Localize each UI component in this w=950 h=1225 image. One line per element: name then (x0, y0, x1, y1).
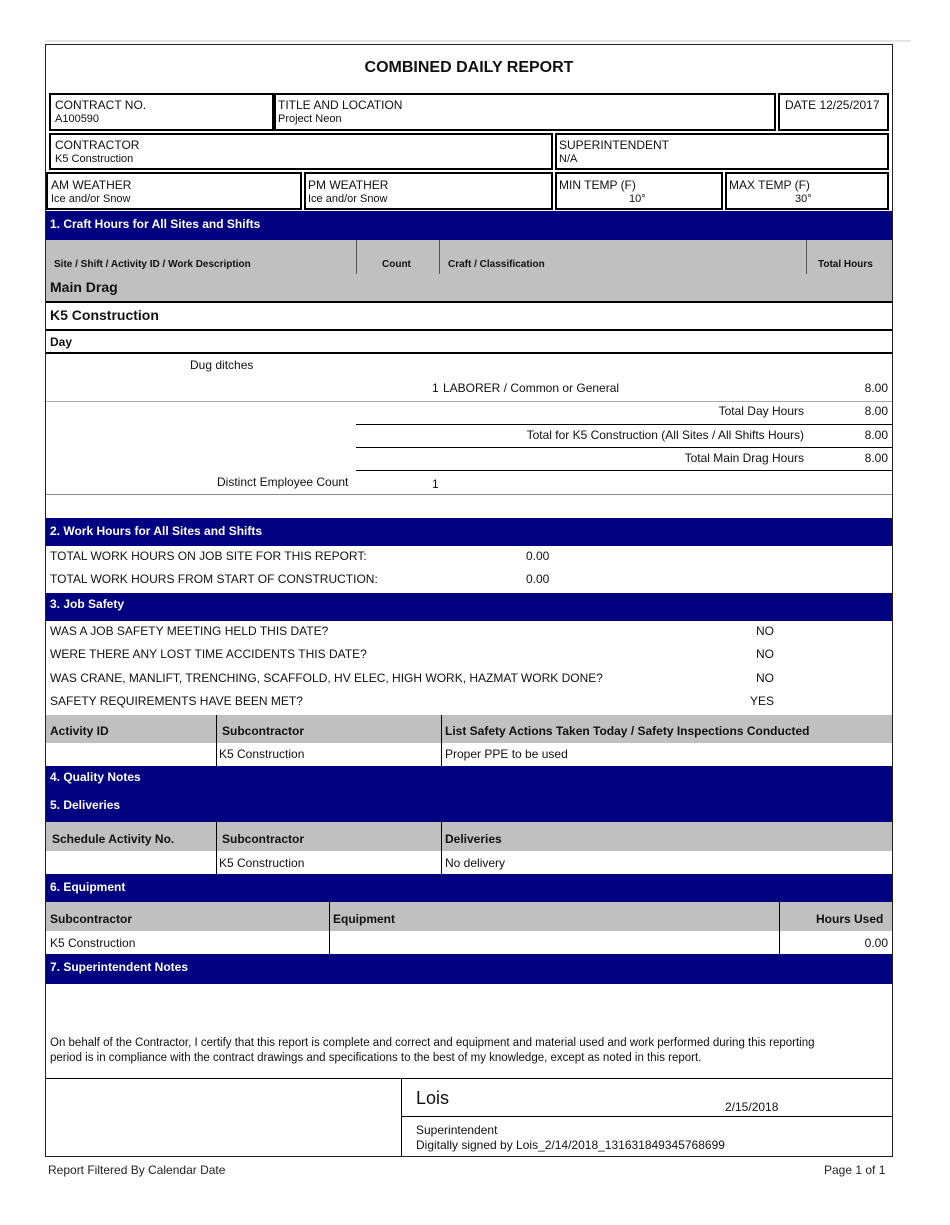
min-temp-value: 10° (629, 193, 646, 205)
min-temp-label: MIN TEMP (F) (559, 178, 636, 192)
section6-header: 6. Equipment (46, 874, 892, 902)
am-weather-label: AM WEATHER (51, 178, 132, 192)
max-temp-value: 30° (795, 193, 812, 205)
col-header-total-hours: Total Hours (818, 259, 873, 270)
row-rule (46, 352, 892, 354)
col-header-subcontractor: Subcontractor (222, 724, 305, 738)
site-row (46, 274, 892, 301)
total-site-value: 8.00 (864, 451, 888, 465)
row-rule (46, 301, 892, 303)
col-divider (439, 240, 440, 274)
col-header-site: Site / Shift / Activity ID / Work Description (54, 259, 251, 270)
pm-weather-value: Ice and/or Snow (308, 193, 388, 205)
col-divider (441, 715, 442, 766)
col-divider (779, 902, 780, 954)
col-header-count: Count (382, 259, 411, 270)
section7-header: 7. Superintendent Notes (46, 954, 892, 984)
equipment-table-header (46, 902, 892, 931)
certification-line-1: On behalf of the Contractor, I certify that this report is complete and correct and equipment and material used and work performed during this reporting (50, 1037, 815, 1049)
section5-header: 5. Deliveries (50, 798, 121, 812)
work-hours-total-label: TOTAL WORK HOURS FROM START OF CONSTRUCTION: (50, 572, 378, 586)
safety-answer-4: YES (750, 694, 775, 708)
col-divider (329, 902, 330, 954)
contract-value: A100590 (55, 113, 100, 125)
footer-filter-note: Report Filtered By Calendar Date (48, 1163, 226, 1177)
min-temp-box (555, 172, 723, 210)
superintendent-label: SUPERINTENDENT (559, 138, 670, 152)
site-name: Main Drag (50, 279, 118, 295)
work-description: Dug ditches (190, 358, 254, 372)
digital-signature: Digitally signed by Lois_2/14/2018_131631849345768699 (416, 1138, 725, 1152)
shift-name: Day (50, 335, 73, 349)
signature-role: Superintendent (416, 1123, 498, 1137)
title-location-box (274, 93, 776, 131)
superintendent-box (555, 133, 889, 170)
col-header-deliveries: Deliveries (445, 832, 502, 846)
section1-header: 1. Craft Hours for All Sites and Shifts (46, 211, 892, 240)
total-contractor-label: Total for K5 Construction (All Sites / All Shifts Hours) (526, 428, 804, 442)
work-hours-report-label: TOTAL WORK HOURS ON JOB SITE FOR THIS REPORT: (50, 549, 367, 563)
craft-count: 1 (432, 381, 439, 395)
date-box (778, 93, 889, 131)
contract-box (49, 93, 274, 131)
contractor-value: K5 Construction (55, 153, 134, 165)
top-rule (45, 40, 911, 42)
title-location-label: TITLE AND LOCATION (278, 98, 403, 112)
col-header-safety-actions: List Safety Actions Taken Today / Safety Inspections Conducted (445, 724, 810, 738)
page-number: Page 1 of 1 (824, 1163, 886, 1177)
certification-line-2: period is in compliance with the contract drawings and specifications to the best of my knowledge, except as noted in this report. (50, 1052, 702, 1064)
row-rule (46, 401, 892, 402)
pm-weather-box (304, 172, 553, 210)
section4-header: 4. Quality Notes (46, 766, 892, 822)
signature-date: 2/15/2018 (725, 1100, 779, 1114)
contractor-label: CONTRACTOR (55, 138, 140, 152)
report-title: COMBINED DAILY REPORT (364, 59, 574, 76)
report-date: DATE 12/25/2017 (785, 98, 880, 112)
col-header-equipment: Equipment (333, 912, 395, 926)
col-divider (356, 240, 357, 274)
row-rule (46, 1078, 892, 1079)
equipment-row-hours: 0.00 (864, 936, 888, 950)
col-divider (216, 822, 217, 874)
safety-answer-2: NO (756, 647, 774, 661)
max-temp-box (725, 172, 889, 210)
col-header-subcontractor: Subcontractor (50, 912, 133, 926)
title-location-value: Project Neon (278, 113, 342, 125)
work-hours-total-value: 0.00 (526, 572, 550, 586)
col-divider (441, 822, 442, 874)
safety-row-subcontractor: K5 Construction (219, 747, 305, 761)
superintendent-value: N/A (559, 153, 578, 165)
work-hours-report-value: 0.00 (526, 549, 550, 563)
section2-header: 2. Work Hours for All Sites and Shifts (46, 518, 892, 546)
craft-hours: 8.00 (864, 381, 888, 395)
report-page (45, 44, 893, 1157)
safety-question-4: SAFETY REQUIREMENTS HAVE BEEN MET? (50, 694, 303, 708)
distinct-employee-value: 1 (432, 477, 439, 491)
max-temp-label: MAX TEMP (F) (729, 178, 810, 192)
delivery-row-deliveries: No delivery (445, 856, 506, 870)
am-weather-value: Ice and/or Snow (51, 193, 131, 205)
col-header-subcontractor: Subcontractor (222, 832, 305, 846)
craft-classification: LABORER / Common or General (443, 381, 620, 395)
am-weather-box (46, 172, 302, 210)
signature-divider (401, 1078, 402, 1157)
section3-header: 3. Job Safety (46, 593, 892, 621)
contractor-name: K5 Construction (50, 307, 159, 323)
col-header-schedule-activity: Schedule Activity No. (52, 832, 175, 846)
pm-weather-label: PM WEATHER (308, 178, 389, 192)
safety-answer-1: NO (756, 624, 774, 638)
col-header-craft: Craft / Classification (448, 259, 545, 270)
col-header-activity-id: Activity ID (50, 724, 109, 738)
safety-question-3: WAS CRANE, MANLIFT, TRENCHING, SCAFFOLD, HV ELEC, HIGH WORK, HAZMAT WORK DONE? (50, 671, 603, 685)
row-rule (46, 329, 892, 331)
col-header-hours-used: Hours Used (816, 912, 884, 926)
col-divider (806, 240, 807, 274)
row-rule (356, 424, 892, 425)
safety-question-1: WAS A JOB SAFETY MEETING HELD THIS DATE? (50, 624, 329, 638)
distinct-employee-label: Distinct Employee Count (217, 475, 349, 489)
safety-answer-3: NO (756, 671, 774, 685)
total-site-label: Total Main Drag Hours (684, 451, 804, 465)
col-divider (216, 715, 217, 766)
row-rule (46, 494, 892, 495)
contract-label: CONTRACT NO. (55, 98, 147, 112)
safety-row-actions: Proper PPE to be used (445, 747, 568, 761)
delivery-row-subcontractor: K5 Construction (219, 856, 305, 870)
signature-name: Lois (416, 1088, 450, 1108)
contractor-box (49, 133, 553, 170)
total-day-value: 8.00 (864, 404, 888, 418)
total-day-label: Total Day Hours (718, 404, 804, 418)
total-contractor-value: 8.00 (864, 428, 888, 442)
equipment-row-subcontractor: K5 Construction (50, 936, 136, 950)
safety-question-2: WERE THERE ANY LOST TIME ACCIDENTS THIS DATE? (50, 647, 367, 661)
signature-line (401, 1116, 892, 1117)
row-rule (356, 447, 892, 448)
row-rule (356, 470, 892, 471)
